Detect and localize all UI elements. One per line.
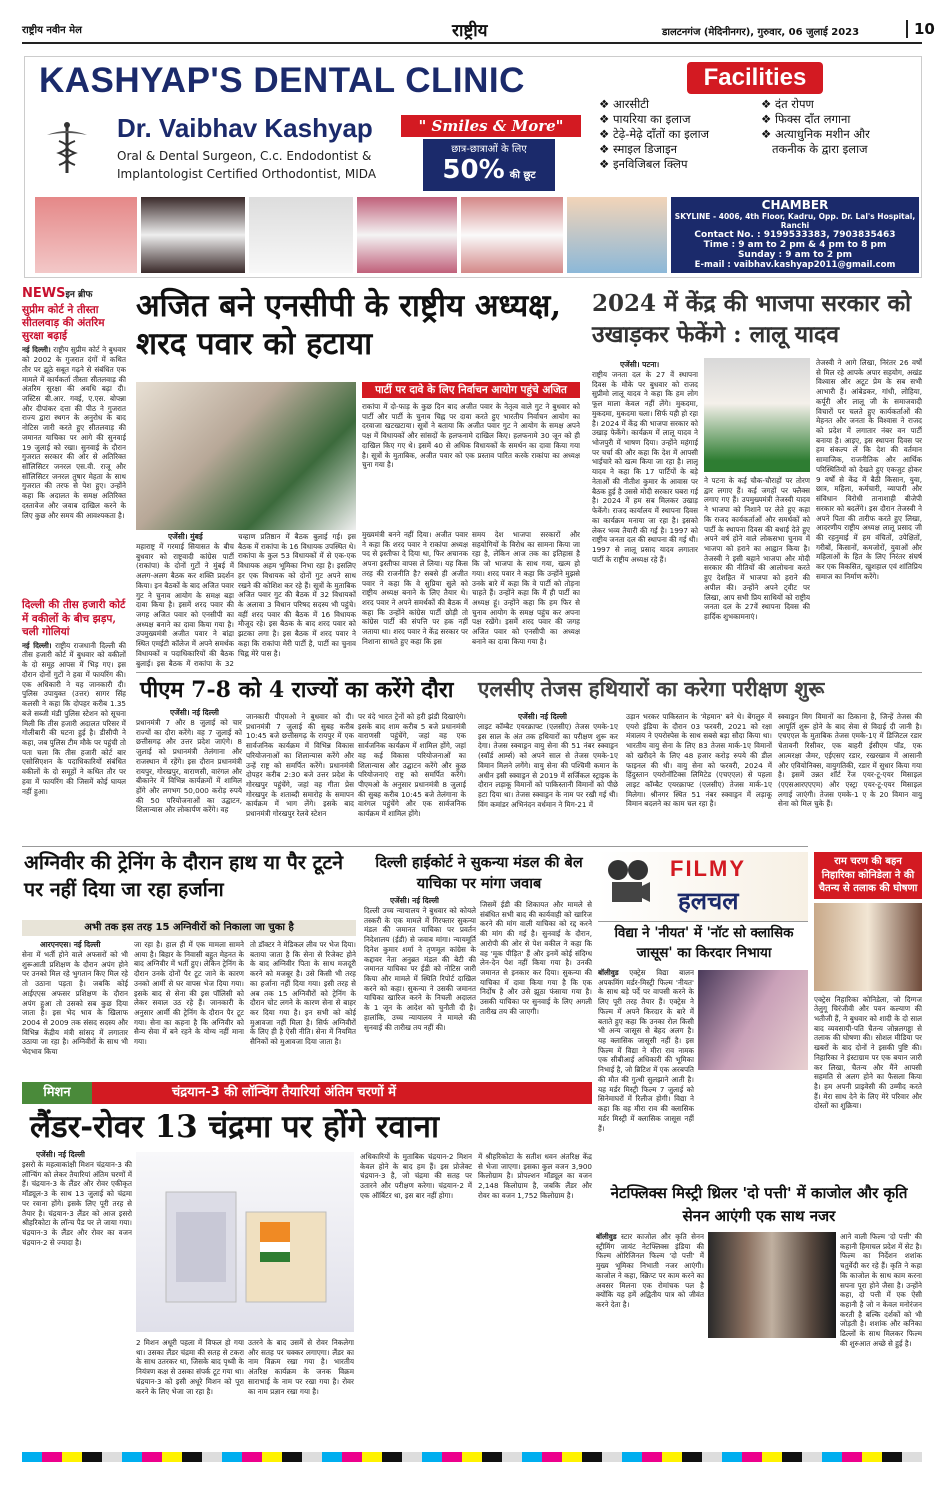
ramcharan-photo: [814, 903, 922, 991]
facilities-list-right: [761, 97, 921, 157]
ramcharan-headline: राम चरण की बहन निहारिका कोनिडेला ने की चैतन्य से तलाक की घोषणा: [814, 852, 922, 899]
lalu-body-2: ने पटना के कई चौक-चौराहों पर तोरण द्वार लगाए हैं। कई जगहों पर फ्लैक्स लगाए गए हैं। उपमुख्यमंत्री तेजस्वी यादव ने भाजपा को निशाने पर लेते हुए कहा कि राजद कार्यकर्ताओं और समर्थकों को पार्टी के स्थापना दिवस की बधाई देते हुए अपने वर्ष होने वाले लोकसभा चुनाव में भाजपा को हराने का आह्वान किया है। तेजस्वी ने इसी बहाने भाजपा और मोदी सरकार की नीतियों की आलोचना करते हुए देशहित में भाजपा को हराने की अपील की। उन्होंने अपने ट्वीट पर लिखा, आप सभी प्रिय साथियों को राष्ट्रीय जनता दल के 27वें स्थापना दिवस की हार्दिक शुभकामनाएं।: [704, 476, 810, 622]
dental-ad: [24, 56, 922, 278]
dateline: डालटनगंज (मेदिनीनगर), गुरुवार, 06 जुलाई 2023: [662, 27, 860, 38]
pm-headline: पीएम 7-8 को 4 राज्यों का करेंगे दौरा: [140, 677, 454, 703]
chandrayaan-body-4: अधिकारियों के मुताबिक चंद्रयान-2 मिशन केवल होने के बाद हम हैं। इस प्रोजेक्ट चंद्रयान-3 है, जो चंद्रमा की सतह पर उतारने और परीक्षण करेगा। चंद्रयान-2 में एक ऑर्बिटर था, इस बार नहीं होगा।: [360, 1152, 472, 1200]
lead-photo-pawar: [136, 382, 356, 530]
pm-body-3: पर वंदे भारत ट्रेनों को हरी झंडी दिखाएंगे। इसके बाद शाम करीब 5 बजे प्रधानमंत्री वाराणसी पहुंचेंगे, जहां वह एक सार्वजनिक कार्यक्रम में शामिल होंगे, जहां वह कई विकास परियोजनाओं का शिलान्यास और उद्घाटन करेंगे और कुछ परियोजनाएं राष्ट्र को समर्पित करेंगे। पीएमओ के अनुसार प्रधानमंत्री 8 जुलाई की सुबह करीब 10:45 बजे तेलंगाना के वारंगल पहुंचेंगे और एक सार्वजनिक कार्यक्रम में शामिल होंगे।: [358, 712, 466, 819]
chamber-box: [671, 197, 919, 273]
chamber-time: Time : 9 am to 2 pm & 4 pm to 8 pm: [703, 240, 887, 250]
ad-photo-smile: [357, 197, 457, 273]
lalu-dateline: एजेंसी। पटना।: [620, 360, 660, 369]
ad-clinic-name: KASHYAP'S DENTAL CLINIC: [39, 61, 525, 100]
lca-body-3: स्क्वाड्रन मिग विमानों का ठिकाना है, जिन्हें तेजस की आपूर्ति शुरू होने के बाद सेवा से विदाई दी जानी है। एचएएल के मुताबिक तेजस एमके-1ए में डिजिटल रडार चेतावनी रिसीवर, एक बाहरी ईसीएम पॉड, एक आत्मरक्षा जैमर, एईएसए रडार, रखरखाव में आसानी और एवियोनिक्स, वायुगतिकी, रडार में सुधार किया गया है। इसमें उन्नत शॉर्ट रेंज एयर-टू-एयर मिसाइल (एएसआरएएएम) और एस्ट्रा एयर-टू-एयर मिसाइल लगाई जाएंगी। तेजस एमके-1 ए के 20 विमान वायु सेना को मिल चुके हैं।: [778, 712, 922, 809]
chandrayaan-kicker: चंद्रयान-3 की लॉन्चिंग तैयारियां अंतिम चरणों में: [172, 1085, 396, 1100]
vidya-body: बॉलीवुड एक्ट्रेस विद्या बालन अपकमिंग मर्डर-मिस्ट्री फिल्म 'नीयत' के साथ बड़े पर्दे पर वापसी करने के लिए पूरी तरह तैयार हैं। एक्ट्रेस ने फिल्म में अपने किरदार के बारे में बताते हुए कहा कि उनका रोल किसी भी अन्य जासूस से बेहद अलग है। यह क्लासिक जासूसी नहीं है। इस फिल्म में विद्या ने मीरा राव नामक एक सीबीआई अधिकारी की भूमिका निभाई है, जो ब्रिटिश में एक अरबपति की मौत की गुत्थी सुलझाने आती है। यह मर्डर मिस्ट्री फिल्म 7 जुलाई को सिनेमाघरों में रिलीज होगी। विद्या ने कहा कि वह मीरा राव की क्लासिक मर्डर मिस्ट्री में क्लासिक जासूस नहीं हैं।: [598, 968, 694, 1133]
chandrayaan-body-3: उतरने के बाद उसमें से रोवर निकलेगा और सतह पर चक्कर लगाएगा। लैंडर का नाम विक्रम रखा गया है। भारतीय अंतरिक्ष कार्यक्रम के जनक विक्रम साराभाई के नाम पर रखा गया है। रोवर का नाम प्रज्ञान रखा गया है।: [248, 1338, 354, 1396]
filmy-title: FILMY: [670, 856, 746, 881]
hc-headline: दिल्ली हाईकोर्ट ने सुकन्या मंडल की बेल याचिका पर मांगा जवाब: [375, 854, 583, 893]
chandrayaan-body-5: में श्रीहरिकोटा के सतीश धवन अंतरिक्ष केंद्र से भेजा जाएगा। इसका कुल वजन 3,900 किलोग्राम है। प्रोपल्शन मॉड्यूल का वजन 2,148 किलोग्राम है, जबकि लैंडर और रोवर का वजन 1,752 किलोग्राम है।: [478, 1152, 592, 1200]
facility-item: ❖ टेढ़े-मेढ़े दाँतों का इलाज: [599, 127, 710, 141]
netflix-photo: [708, 1232, 836, 1338]
facility-item: ❖ इनविजिबल क्लिप: [599, 157, 688, 171]
ad-creds-2: Implantologist Certified Orthodontist, MIDA: [117, 167, 377, 181]
lead-body-3: मुख्यमंत्री बनने नहीं दिया। अजीत पवार ने कहा कि शरद पवार ने राकांपा अध्यक्ष पद से इस्तीफा दे दिया था, फिर अचानक अपना इस्तीफा वापस ले लिया। यह किस तरह की राजनीति है? सबसे ही अजीत पवार ने कहा कि वे सुप्रिया सुले को राष्ट्रीय अध्यक्ष बनाने के लिए तैयार थे। शरद पवार ने अपने समर्थकों की बैठक में कहा कि उन्होंने कांग्रेस पार्टी छोड़ी तो कांग्रेस पार्टी की संपत्ति पर हक नहीं जताया था। शरद पवार ने केंद्र सरकार पर निशाना साधते हुए कहा कि इस: [362, 530, 468, 646]
section-name: राष्ट्रीय: [452, 21, 488, 41]
chamber-contact: Contact No. : 9199533383, 7903835463: [694, 230, 896, 240]
nib-label: NEWSइन ब्रीफ: [22, 286, 93, 301]
ad-offer: [423, 139, 555, 191]
lead-body-2: चव्हाण प्रतिष्ठान में बैठक बुलाई गई। इस बैठक में राकांपा के 16 विधायक उपस्थित थे। राकांपा के कुल 53 विधायकों में से एक-एक विधायक अहम भूमिका निभा रहा है। इसलिए हर एक विधायक को दोनों गुट अपने साथ रखने की कोशिश कर रहे हैं। सूत्रों के मुताबिक अजित पवार गुट की बैठक में 32 विधायकों के अलावा 3 विधान परिषद सदस्य भी पहुंचे। वहीं शरद पवार की बैठक में 16 विधायक मौजूद रहे। इस बैठक के बाद शरद पवार को झटका लगा है। इस बैठक में शरद पवार ने कहा कि राकांपा मेरी पार्टी है, पार्टी का चुनाव चिह्न मेरे पास है।: [238, 532, 356, 658]
divider: [22, 846, 808, 847]
film-projector-icon: [606, 858, 650, 912]
chamber-sunday: Sunday : 9 am to 2 pm: [737, 250, 853, 260]
facility-item: ❖ स्माइल डिजाइन: [599, 142, 678, 156]
hc-body-1: दिल्ली उच्च न्यायालय ने बुधवार को कोयले तस्करी के एक मामले में गिरफ्तार सुकन्या मंडल की जमानत याचिका पर प्रवर्तन निदेशालय (ईडी) से जवाब मांगा। न्यायमूर्ति दिनेश कुमार शर्मा ने तृणमूल कांग्रेस के कद्दावर नेता अनुब्रत मंडल की बेटी की जमानत याचिका पर ईडी को नोटिस जारी किया और मामले में स्थिति रिपोर्ट दाखिल करने को कहा। सुकन्या ने उसकी जमानत याचिका खारिज करने के निचली अदालत के 1 जून के आदेश को चुनौती दी है। हालांकि, उच्च न्यायालय ने मामले की सुनवाई की तारीख तय नहीं की।: [364, 906, 476, 1032]
ad-offer-pct: 50%: [442, 155, 505, 185]
chandrayaan-photo: [136, 1152, 354, 1332]
lead-headline: अजित बने एनसीपी के राष्ट्रीय अध्यक्ष, शरद पवार को हटाया: [136, 288, 562, 362]
filmy-subtitle: हलचल: [678, 886, 739, 915]
lca-body-1: लाइट कॉम्बैट एयरक्राफ्ट (एलसीए) तेजस एमके-1ए इस साल के अंत तक हथियारों का परीक्षण शुरू कर देगा। तेजस स्क्वाड्रन वायु सेना की 51 नंबर स्क्वाड्रन (स्वॉर्ड आर्म्स) को अपने साल से तेजस एमके-1ए विमान मिलने लगेंगे। वायु सेना की पश्चिमी कमान के अधीन इसी स्क्वाड्रन से 2019 में सर्जिकल स्ट्राइक के दौरान लड़ाकू विमानों को पाकिस्तानी विमानों को पीछे हटा दिया था। तेजस स्क्वाड्रन के नाम पर रखी गई थी। विंग कमांडर अभिनंदन वर्धमान ने मिग-21 में: [478, 722, 618, 809]
divider: [136, 672, 922, 673]
facility-item: ❖ आरसीटी: [599, 97, 649, 111]
lca-headline: एलसीए तेजस हथियारों का करेगा परीक्षण शुरू: [478, 677, 825, 701]
chandrayaan-band: [22, 1082, 592, 1104]
lead-body-4: समय देश भाजपा सरकारों और सहयोगियों के विरोध का सामना किया जा रहा है, लेकिन आज तक का इतिहास है कि जो भाजपा के साथ गया, खत्म हो गया। शरद पवार ने कहा कि उन्होंने मुझसे उनके बारे में कहा कि वे पार्टी को तोड़ना चाहते हैं। उन्होंने कहा कि मैं ही पार्टी का अध्यक्ष हूं। उन्होंने कहा कि हम फिर से चुनाव आयोग के समक्ष पहुंच कर अपना पक्ष रखेंगे। इसमें शरद पवार की जगह अजित पवार को एनसीपी का अध्यक्ष बनाने का दावा किया गया है।: [472, 530, 580, 646]
agniveer-headline: अग्निवीर की ट्रेनिंग के दौरान हाथ या पैर टूटने पर नहीं दिया जा रहा हर्जाना: [24, 851, 344, 901]
print-color-bar: [22, 1452, 922, 1462]
chamber-email: E-mail : vaibhav.kashyap2011@gmail.com: [694, 260, 896, 270]
chandrayaan-body-1: इसरो के महत्वाकांक्षी मिशन चंद्रयान-3 की लॉन्चिंग को लेकर तैयारियां अंतिम चरणों में हैं। चंद्रयान-3 के लैंडर और रोवर एकीकृत मॉड्यूल-3 के साथ 13 जुलाई को चंद्रमा पर रवाना होंगे। इसके लिए पूरी तरह से तैयार है। चंद्रयान-3 लैंडर को आज इसरो श्रीहरिकोटा के लॉन्च पैड पर ले जाया गया। चंद्रयान-3 के लैंडर और रोवर का वजन चंद्रयान-2 से ज्यादा है।: [22, 1160, 132, 1247]
netflix-body-2: आने वाली फिल्म 'दो पत्ती' की कहानी हिमाचल प्रदेश में सेट है। फिल्म का निर्देशन शशांक चतुर्वेदी कर रहे हैं। कृति ने कहा कि काजोल के साथ काम करना सपना पूरा होने जैसा है। उन्होंने कहा, दो पत्ती में एक ऐसी कहानी है जो न केवल मनोरंजन करती है बल्कि दर्शकों को भी जोड़ती है। शशांक और कनिका ढिल्लों के साथ मिलकर फिल्म की शुरुआत अच्छे से हुई है।: [840, 1232, 922, 1348]
ad-photo-whitening: [461, 197, 563, 273]
pm-body-1: प्रधानमंत्री 7 और 8 जुलाई को चार राज्यों का दौरा करेंगे। वह 7 जुलाई को छत्तीसगढ़ और उत्तर प्रदेश जाएंगे। 8 जुलाई को प्रधानमंत्री तेलंगाना और राजस्थान में रहेंगे। इस दौरान प्रधानमंत्री रायपुर, गोरखपुर, वाराणसी, वारंगल और बीकानेर में विभिन्न कार्यक्रमों में शामिल होंगे और लगभग 50,000 करोड़ रुपये की 50 परियोजनाओं का उद्घाटन, शिलान्यास और लोकार्पण करेंगे। वह: [136, 718, 242, 815]
lca-body-2: उड़ान भरकर पाकिस्तान के 'मेहमान' बने थे। बेंगलुरु में एयरो इंडिया के दौरान 03 फरवरी, 2021 को रक्षा मंत्रालय ने एयरोस्पेस के साथ सबसे बड़ा सौदा किया था। भारतीय वायु सेना के लिए 83 तेजस मार्क-1ए विमानों को खरीदने के लिए 48 हजार करोड़ रुपये की डील फाइनल की थी। वायु सेना को फरवरी, 2024 में हिंदुस्तान एयरोनॉटिक्स लिमिटेड (एचएएल) से पहला लाइट कॉम्बैट एयरक्राफ्ट (एलसीए) तेजस मार्क-1ए मिलेगा। श्रीनगर स्थित 51 नंबर स्क्वाड्रन में लड़ाकू विमान बदलने का काम चल रहा है।: [626, 712, 772, 809]
ad-facilities-title: Facilities: [687, 62, 823, 94]
pm-dateline: एजेंसी। नई दिल्ली: [170, 708, 219, 717]
nib-item1-body: नई दिल्ली। राष्ट्रीय सुप्रीम कोर्ट ने बुधवार को 2002 के गुजरात दंगों में कथित तौर पर झूठे सबूत गढ़ने से संबंधित एक मामले में कार्यकर्ता तीस्ता सीतलवाड़ की अंतरिम सुरक्षा की अवधि बढ़ा दी। जस्टिस बी.आर. गवई, ए.एस. बोपन्ना और दीपांकर दत्ता की पीठ ने गुजरात राज्य द्वारा स्थगन के अनुरोध के बाद नोटिस जारी करते हुए सीतलवाड़ की जमानत याचिका पर आगे की सुनवाई 19 जुलाई को रखा। सुनवाई के दौरान गुजरात सरकार की ओर से अतिरिक्त सॉलिसिटर जनरल एस.वी. राजू और सॉलिसिटर जनरल तुषार मेहता के साथ गुजरात की तरफ से पेश हुए। उन्होंने कहा कि अदालत के समक्ष अतिरिक्त दस्तावेज और जवाब दाखिल करने के लिए कुछ और समय की आवश्यकता है।: [22, 345, 126, 520]
facility-item: तकनीक के द्वारा इलाज: [771, 142, 868, 156]
chandrayaan-headline: लैंडर-रोवर 13 चंद्रमा पर होंगे रवाना: [30, 1109, 439, 1145]
agniveer-body-1: सेना में भर्ती होने वाले अफसरों को भी शुरूआती प्रशिक्षण के दौरान अपंग होने पर उनको मिल रहे भुगतान किए मिल रहे तो उठाना पड़ता है। जबकि कोई आईएएस अफसर प्रशिक्षण के दौरान अपंग हुआ तो उसको सब कुछ दिया जाता है। इस भेद भाव के खिलाफ 2004 से 2009 तक संसद सदस्य और विभिन्न केंद्रीय मंत्री सांसद में लगातार उठाया जा रहा है। अग्निवीरों के साथ भी भेदभाव किया: [22, 950, 128, 1057]
nib-item2-body: नई दिल्ली। राष्ट्रीय राजधानी दिल्ली की तीस हजारी कोर्ट में बुधवार को वकीलों के दो समूह आपस में भिड़ गए। इस दौरान दोनों गुटों ने हवा में फायरिंग की। एक अधिकारी ने यह जानकारी दी। पुलिस उपायुक्त (उत्तर) सागर सिंह कलसी ने कहा कि दोपहर करीब 1.35 बजे सब्जी मंडी पुलिस स्टेशन को सूचना मिली कि तीस हजारी अदालत परिसर में गोलीबारी की घटना हुई है। डीसीपी ने कहा, जब पुलिस टीम मौके पर पहुंची तो पता चला कि तीस हजारी कोर्ट बार एसोसिएशन के पदाधिकारियों संबंधित वकीलों के दो समूहों ने कथित तौर पर हवा में फायरिंग की जिसमें कोई घायल नहीं हुआ।: [22, 640, 126, 796]
chandrayaan-body-2: 2 मिशन अधूरी पहला में विफल हो गया था। उसका लैंडर चंद्रमा की सतह से टकरा के साथ उतरकर था, जिसके बाद पृथ्वी के नियंत्रण कक्ष से उसका संपर्क टूट गया था। चंद्रयान-3 को इसी अधूरे मिशन को पूरा करने के लिए भेजा जा रहा है।: [136, 1338, 244, 1396]
lca-dateline: एजेंसी। नई दिल्ली: [518, 712, 567, 721]
paper-name: राष्ट्रीय नवीन मेल: [22, 25, 82, 36]
ad-photo-implant: [249, 197, 353, 273]
lead-kicker-body: राकांपा में दो-फाड़ के कुछ दिन बाद अजीत पवार के नेतृत्व वाले गुट ने बुधवार को पार्टी और पार्टी के चुनाव चिह्न पर दावा करते हुए भारतीय निर्वाचन आयोग का दरवाजा खटखटाया। सूत्रों ने बताया कि अजीत पवार गुट ने आयोग के समक्ष अपने पक्ष में विधायकों और सांसदों के हलफनामे दाखिल किए। हलफनामे 30 जून को ही दाखिल किए गए थे। इसमें 40 से अधिक विधायकों के समर्थन का दावा किया गया है। सूत्रों के मुताबिक, अजीत पवार को एक प्रस्ताव पारित करके राकांपा का अध्यक्ष चुना गया है।: [362, 402, 580, 470]
ad-creds-1: Oral & Dental Surgeon, C.c. Endodontist &: [117, 149, 372, 163]
ad-doctor-name: Dr. Vaibhav Kashyap: [117, 113, 373, 143]
ad-photo-dentures: [35, 197, 137, 273]
chamber-address: SKYLINE - 4006, 4th Floor, Kadru, Opp. Dr. Lal's Hospital, Ranchi: [674, 212, 916, 230]
lalu-body-3: तेजस्वी ने आगे लिखा, निरंतर 26 वर्षों से मिल रहे आपके अपार सहयोग, अखंड विश्वास और अटूट प्रेम के सब सभी आभारी हैं। आंबेडकर, गांधी, लोहिया, कर्पूरी और लालू जी के समाजवादी विचारों पर चलते हुए कार्यकर्ताओं की मेहनत और जनता के विश्वास ने राजद को प्रदेश में लगातार नंबर वन पार्टी बनाया है। आइए, इस स्थापना दिवस पर हम संकल्प लें कि देश की वर्तमान सामाजिक, राजनीतिक और आर्थिक परिस्थितियों को देखते हुए एकजुट होकर 9 वर्षों से केंद्र में बैठी किसान, युवा, छात्र, महिला, कर्मचारी, व्यापारी और संविधान विरोधी तानाशाही बीजेपी सरकार को बदलेंगे। इस दौरान तेजस्वी ने अपने पिता की तारीफ करते हुए लिखा, आदरणीय राष्ट्रीय अध्यक्ष लालू प्रसाद जी की रहनुमाई में हम वंचितों, उपेक्षितों, गरीबों, किसानों, कमजोरों, युवाओं और महिलाओं के हित के लिए निरंतर संघर्ष कर एक विकसित, खुशहाल एवं शांतिप्रिय समाज का निर्माण करेंगे।: [816, 358, 922, 581]
nib-item2-head: दिल्ली की तीस हजारी कोर्ट में वकीलों के बीच झड़प, चली गोलियां: [22, 599, 126, 638]
ad-offer-suffix: की छूट: [509, 170, 536, 181]
chandrayaan-dateline: एजेंसी। नई दिल्ली: [36, 1150, 85, 1159]
hc-body-2: जिसमें ईडी की शिकायत और मामले से संबंधित सभी बाद की कार्यवाही को खारिज करने की मांग वाली याचिका को रद्द करने की मांग की गई है। सुनवाई के दौरान, आरोपी की ओर से पेश वकील ने कहा कि वह 'मूक पीड़ित' हैं और इनमें कोई संदिग्ध लेन-देन पेश नहीं किया गया है। उनकी जमानत से इनकार कर दिया। सुकन्या की याचिका में दावा किया गया है कि एक निर्दोष है और उसे झूठा फंसाया गया है। उसकी याचिका पर सुनवाई के लिए अगली तारीख तय की जाएगी।: [480, 900, 592, 1016]
chamber-title: CHAMBER: [761, 198, 829, 212]
ad-offer-line: छात्र-छात्राओं के लिए: [451, 144, 527, 155]
facility-item: ❖ अत्याधुनिक मशीन और: [761, 127, 870, 141]
vidya-photo: [698, 970, 808, 1070]
page-number: 10: [906, 20, 935, 38]
news-in-brief: [22, 286, 126, 898]
vidya-headline: विद्या ने 'नीयत' में 'नॉट सो क्लासिक जासूस' का किरदार निभाया: [614, 925, 794, 961]
ad-photo-child: [567, 197, 667, 273]
netflix-headline: नेटफ्लिक्स मिस्ट्री थ्रिलर 'दो पत्ती' में काजोल और कृति सेनन आएंगी एक साथ नजर: [610, 1184, 908, 1226]
facility-item: ❖ फिक्स दाँत लगाना: [761, 112, 851, 126]
masthead: [22, 18, 935, 44]
facility-item: ❖ पायरिया का इलाज: [599, 112, 691, 126]
filmy-banner: [598, 852, 808, 922]
ad-photo-braces: [141, 197, 245, 273]
lalu-headline: 2024 में केंद्र की भाजपा सरकार को उखाड़कर फेकेंगे : लालू यादव: [592, 290, 912, 349]
netflix-body-1: बॉलीवुड स्टार काजोल और कृति सेनन स्ट्रीमिंग जायंट नेटफ्लिक्स इंडिया की फिल्म ओरिजिनल फिल्म 'दो पत्ती' में मुख्य भूमिका निभाती नजर आएंगी। काजोल ने कहा, स्क्रिप्ट पर काम करने का अवसर मिलना एक रोमांचक पल है क्योंकि यह हमें अद्वितीय पात्र को जीवंत करने देता है।: [596, 1232, 704, 1310]
ramcharan-body: एक्ट्रेस निहारिका कोनिडेला, जो दिग्गज तेलुगू चिरंजीवी और पवन कल्याण की भतीजी हैं, ने बुधवार को शादी के दो साल बाद व्यवसायी-पति चैतन्य जोन्नलगड्डा से तलाक की घोषणा की। सोशल मीडिया पर खबरों के बाद दोनों ने इसकी पुष्टि की। निहारिका ने इंस्टाग्राम पर एक बयान जारी कर लिखा, चैतन्य और मैंने आपसी सहमति से अलग होने का फैसला किया है। हम अपनी प्राइवेसी की उम्मीद करते हैं। मेरा साथ देने के लिए मेरे परिवार और दोस्तों का शुक्रिया।: [814, 994, 922, 1111]
lalu-photo: [704, 358, 810, 472]
nib-item1-head: सुप्रीम कोर्ट ने तीस्ता सीतलवाड़ की अंतरिम सुरक्षा बढ़ाई: [22, 304, 105, 343]
ad-slogan: " Smiles & More": [401, 115, 581, 137]
agniveer-body-2: जा रहा है। हाल ही में एक मामला सामने आया है। बिहार के निवासी बहुत मेहनत के बाद अग्निवीर में भर्ती हुए। लेकिन ट्रेनिंग के दौरान उनके दोनों पैर टूट जाने के कारण उनको आर्मी से घर वापस भेज दिया गया। इसके बाद से सेना की इस पॉलिसी को लेकर सवाल उठ रहे हैं। जानकारी के अनुसार आर्मी की ट्रेनिंग के दौरान पैर टूट गया। सेना का कहना है कि अग्निवीर को सैन्य सेवा में बने रहने के योग्य नहीं माना गया।: [134, 940, 244, 1047]
pm-body-2: जानकारी पीएमओ ने बुधवार को दी। प्रधानमंत्री 7 जुलाई की सुबह करीब 10:45 बजे छत्तीसगढ़ के रायपुर में एक सार्वजनिक कार्यक्रम में विभिन्न विकास परियोजनाओं का शिलान्यास करेंगे और उन्हें राष्ट्र को समर्पित करेंगे। प्रधानमंत्री दोपहर करीब 2:30 बजे उत्तर प्रदेश के गोरखपुर पहुंचेंगे, जहां वह गीता प्रेस गोरखपुर के शताब्दी समारोह के समापन कार्यक्रम में भाग लेंगे। इसके बाद प्रधानमंत्री गोरखपुर रेलवे स्टेशन: [246, 712, 354, 819]
chandrayaan-tag: मिशन: [22, 1082, 92, 1104]
lead-body-1: महाराष्ट्र में गरमाई सियासत के बीच बुधवार को राष्ट्रवादी कांग्रेस पार्टी (राकांपा) के दोनों गुटों ने मुंबई में अलग-अलग बैठक कर शक्ति प्रदर्शन किया। इन बैठकों के बाद अजित पवार गुट ने चुनाव आयोग के समक्ष बड़ा दावा किया है। इसमें शरद पवार की जगह अजित पवार को एनसीपी का अध्यक्ष बनाने का दावा किया गया है। उपमुख्यमंत्री अजीत पवार ने बांद्रा स्थित एमईटी कॉलेज में अपने समर्थक विधायकों व पदाधिकारियों की बैठक बुलाई। इस बैठक में राकांपा के 32: [136, 542, 234, 668]
agniveer-body-3: तो डॉक्टर ने मेडिकल लीव पर भेज दिया। बताया जाता है कि सेना से रिजेक्ट होने के बाद अग्निवीर पिता के साथ मजदूरी करने को मजबूर है। उसे किसी भी तरह का हर्जाना नहीं दिया गया। इसी तरह से अब तक 15 अग्निवीरों को ट्रेनिंग के दौरान चोट लगने के कारण सेना से बाहर कर दिया गया है। इन सभी को कोई मुआवजा नहीं मिला है। सिर्फ अग्निवीरों के लिए ही है ऐसी नीति। सेना में नियमित सैनिकों को मुआवजा दिया जाता है।: [250, 940, 356, 1047]
facility-item: ❖ दंत रोपण: [761, 97, 814, 111]
ramcharan-box: [814, 852, 922, 1178]
hc-dateline: एजेंसी। नई दिल्ली: [390, 896, 439, 905]
lead-kicker: पार्टी पर दावे के लिए निर्वाचन आयोग पहुंचे अजित: [362, 382, 580, 398]
agniveer-dateline: आरएनएस। नई दिल्ली: [40, 940, 101, 949]
caduceus-icon: [37, 117, 97, 177]
facilities-list-left: [599, 97, 759, 172]
lead-dateline: एजेंसी। मुंबई: [168, 532, 203, 541]
agniveer-deck: अभी तक इस तरह 15 अग्निवीरों को निकाला जा चुका है: [22, 920, 356, 936]
lalu-body-1: राष्ट्रीय जनता दल के 27 वें स्थापना दिवस के मौके पर बुधवार को राजद सुप्रीमो लालू यादव ने कहा कि हम लोग फूल माला केवल नहीं लेंगे। मुकदमा, मुकदमा, मुकदमा चला। सिर्फ यही हो रहा है। 2024 में केंद्र की भाजपा सरकार को उखाड़ फेकेंगे। कार्यक्रम में लालू यादव ने भोजपुरी में भाषण दिया। उन्होंने महंगाई पर चर्चा की और कहा कि देश में आपसी भाईचारे को खत्म किया जा रहा है। लालू यादव ने कहा कि 17 पार्टियों के बड़े नेताओं की नीतीश कुमार के आवास पर बैठक हुई है उससे मोदी सरकार घबरा गई है। 2024 में हम सब मिलकर उखाड़ फेकेंगे। राजद कार्यालय में स्थापना दिवस का कार्यक्रम मनाया जा रहा है। इसको लेकर भव्य तैयारी की गई है। 1997 को राष्ट्रीय जनता दल की स्थापना की गई थी। 1997 से लालू प्रसाद यादव लगातार पार्टी के राष्ट्रीय अध्यक्ष रहे हैं।: [592, 370, 698, 564]
